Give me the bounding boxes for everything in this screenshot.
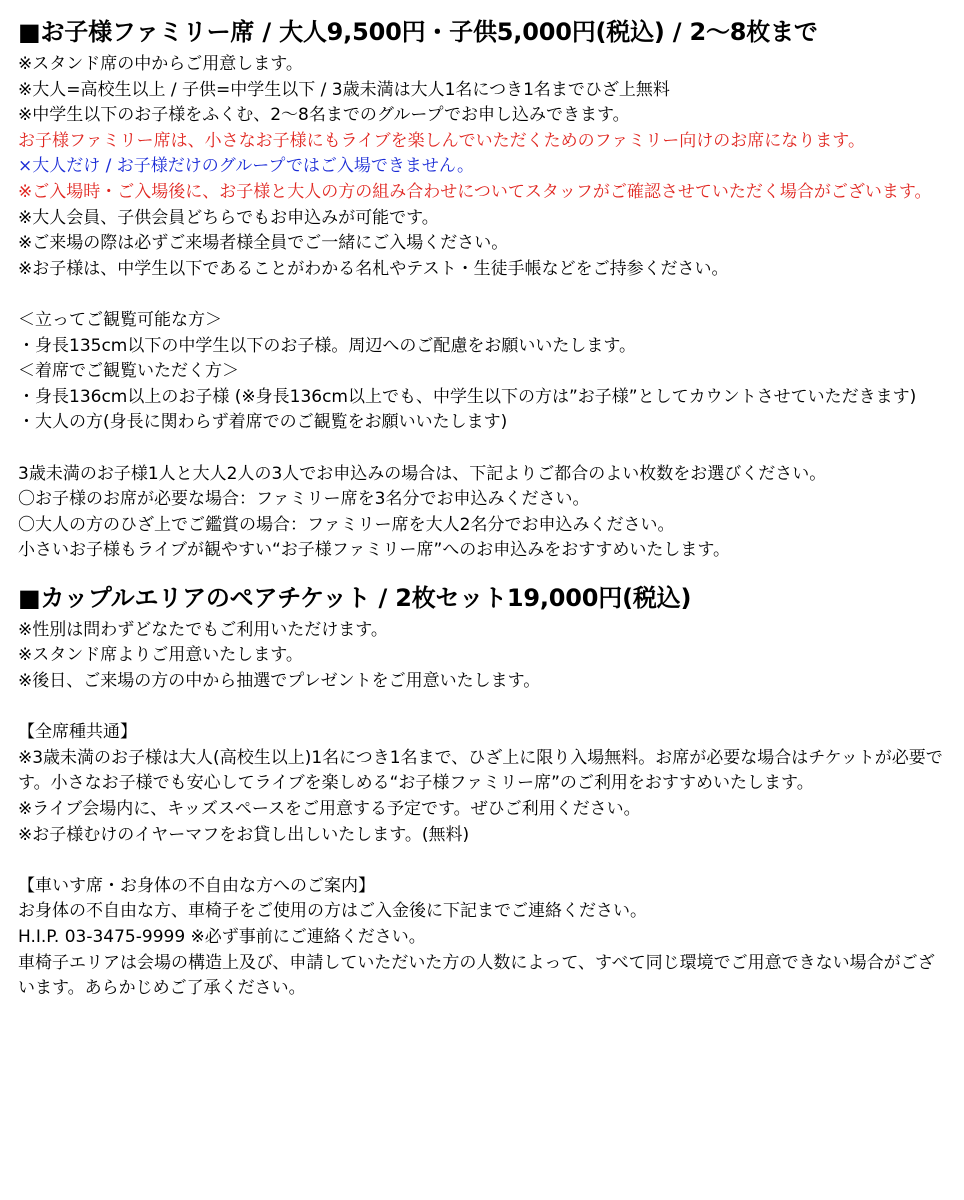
note-line: ※大人=高校生以上 / 子供=中学生以下 / 3歳未満は大人1名につき1名までひざ上無料: [18, 79, 670, 100]
family-seat-blue-notice: ×大人だけ / お子様だけのグループではご入場できません。: [18, 156, 474, 177]
spacer: [18, 436, 946, 462]
note-line: ※ライブ会場内に、キッズスペースをご用意する予定です。ぜひご利用ください。: [18, 799, 641, 820]
seated-title: ＜着席でご観覧いただく方＞: [18, 361, 239, 382]
wheelchair-section: [18, 874, 946, 1002]
wheelchair-line: お身体の不自由な方、車椅子をご使用の方はご入金後に下記までご連絡ください。: [18, 901, 647, 922]
family-seat-heading: ■お子様ファミリー席 / 大人9,500円・子供5,000円(税込) / 2〜8枚まで: [18, 18, 818, 46]
wheelchair-para: 車椅子エリアは会場の構造上及び、申請していただいた方の人数によって、すべて同じ環境でご用意できない場合がございます。あらかじめご了承ください。: [18, 952, 935, 999]
seated-item: ・大人の方(身長に関わらず着席でのご観覧をお願いいたします): [18, 412, 508, 433]
standing-item: ・身長135cm以下の中学生以下のお子様。周辺へのご配慮をお願いいたします。: [18, 335, 636, 356]
spacer: [18, 282, 946, 308]
family-seat-red-notice: お子様ファミリー席は、小さなお子様にもライブを楽しんでいただくためのファミリー向けのお席になります。: [18, 130, 865, 151]
spacer: [18, 848, 946, 874]
family-seat-check-notice: ※ご入場時・ご入場後に、お子様と大人の方の組み合わせについてスタッフがご確認させていただく場合がございます。: [18, 181, 932, 202]
couple-area-heading: ■カップルエリアのペアチケット / 2枚セット19,000円(税込): [18, 583, 692, 612]
note-line: ※スタンド席の中からご用意します。: [18, 54, 303, 74]
note-line: ※性別は問わずどなたでもご利用いただけます。: [18, 619, 388, 640]
common-section: [18, 720, 946, 874]
note-line: ※ご来場の際は必ずご来場者様全員でご一緒にご入場ください。: [18, 233, 509, 254]
note-line: ※お子様むけのイヤーマフをお貸し出しいたします。(無料): [18, 824, 470, 845]
under3-line: 〇大人の方のひざ上でご鑑賞の場合：ファミリー席を大人2名分でお申込みください。: [18, 514, 675, 535]
under3-line: 3歳未満のお子様1人と大人2人の3人でお申込みの場合は、下記よりご都合のよい枚数をお選びください。: [18, 463, 827, 484]
standing-title: ＜立ってご観覧可能な方＞: [18, 309, 222, 330]
note-line: ※中学生以下のお子様をふくむ、2〜8名までのグループでお申し込みできます。: [18, 105, 630, 126]
spacer: [18, 695, 946, 721]
spacer: [18, 564, 946, 578]
wheelchair-contact: H.I.P. 03-3475-9999 ※必ず事前にご連絡ください。: [18, 927, 426, 947]
couple-area-section: [18, 578, 946, 720]
note-line: ※スタンド席よりご用意いたします。: [18, 645, 303, 666]
under3-line: 小さいお子様もライブが観やすい“お子様ファミリー席”へのお申込みをおすすめいたします。: [18, 540, 731, 561]
note-line: ※後日、ご来場の方の中から抽選でプレゼントをご用意いたします。: [18, 671, 541, 692]
note-line: ※大人会員、子供会員どちらでもお申込みが可能です。: [18, 207, 439, 228]
family-seat-section: [18, 12, 946, 564]
seated-item: ・身長136cm以上のお子様 (※身長136cm以上でも、中学生以下の方は”お子様”としてカウントさせていただきます): [18, 386, 917, 407]
note-line: ※お子様は、中学生以下であることがわかる名札やテスト・生徒手帳などをご持参ください。: [18, 258, 729, 279]
common-title: 【全席種共通】: [18, 722, 137, 743]
under3-line: 〇お子様のお席が必要な場合：ファミリー席を3名分でお申込みください。: [18, 489, 590, 510]
common-para: ※3歳未満のお子様は大人(高校生以上)1名につき1名まで、ひざ上に限り入場無料。お席が必要な場合はチケットが必要です。小さなお子様でも安心してライブを楽しめる“お子様ファミリー席”のご利用をおすすめいたします。: [18, 747, 943, 794]
wheelchair-title: 【車いす席・お身体の不自由な方へのご案内】: [18, 875, 375, 896]
